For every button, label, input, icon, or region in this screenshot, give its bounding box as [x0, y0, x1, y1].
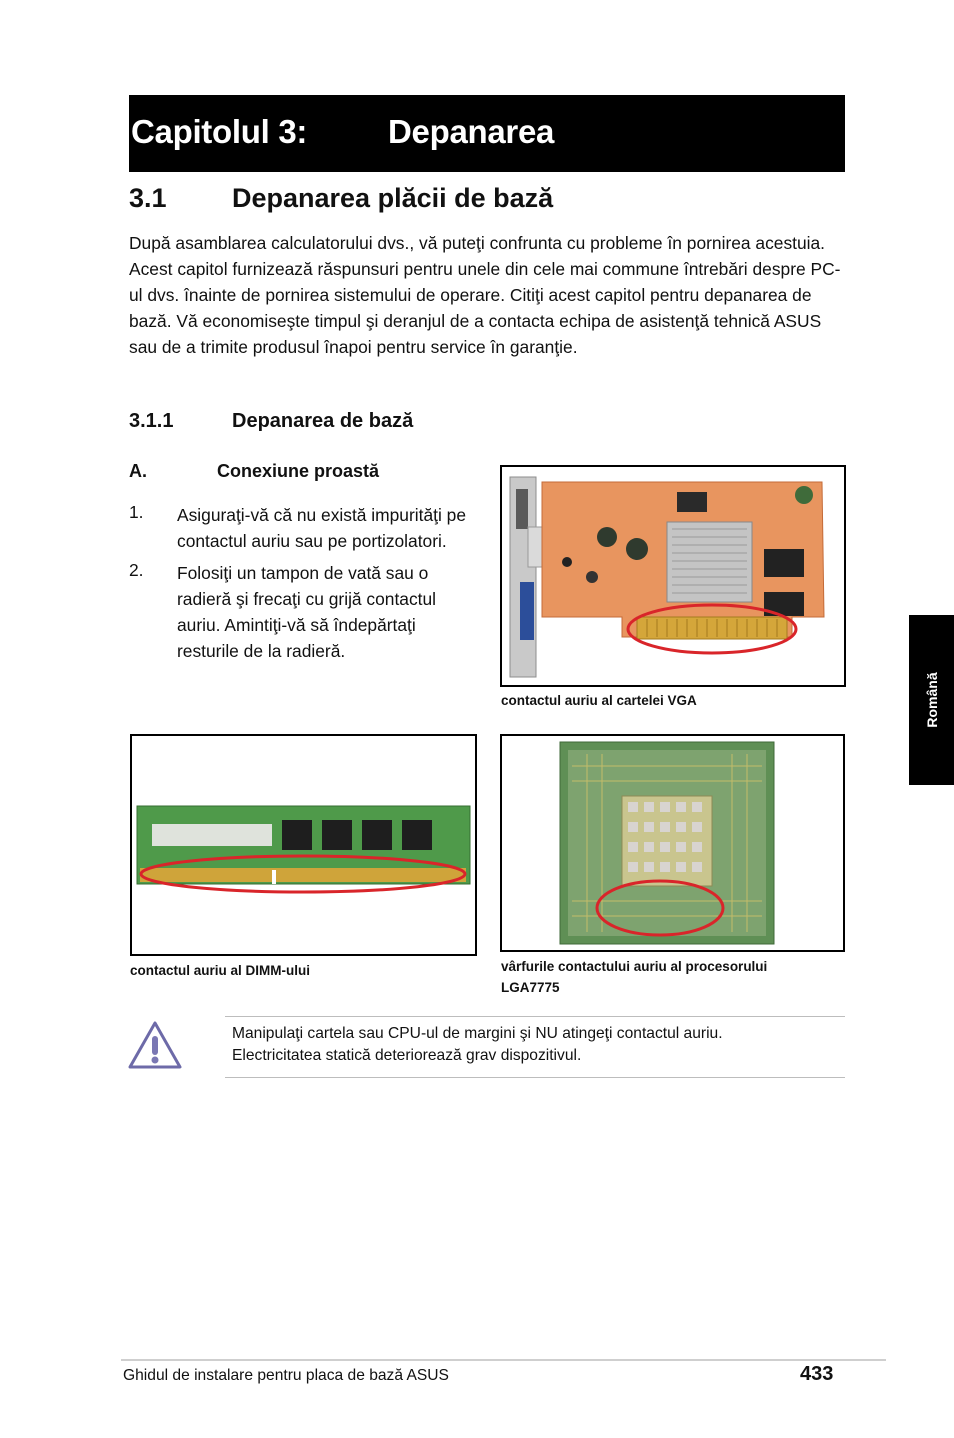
chapter-title: Depanarea: [388, 113, 555, 150]
subsection-number: 3.1.1: [129, 410, 174, 432]
language-tab-label: Română: [923, 672, 940, 728]
section-number: 3.1: [129, 183, 167, 213]
note-line-1: Manipulaţi cartela sau CPU-ul de margini şi NU atingeţi contactul auriu.: [232, 1025, 723, 1042]
chapter-header: [129, 95, 845, 172]
subheading-title: Conexiune proastă: [217, 461, 380, 481]
vga-caption: contactul auriu al cartelei VGA: [501, 693, 697, 708]
language-tab: [909, 615, 954, 785]
footer-rule: [121, 1359, 886, 1361]
cpu-image: [502, 736, 843, 950]
step-2-text: Folosiţi un tampon de vată sau o radieră şi frecaţi cu grijă contactul auriu. Amintiţi-vă să îndepărtaţi resturile de la radieră.: [177, 563, 437, 661]
cpu-caption-line1: vârfurile contactului auriu al procesorului: [501, 959, 768, 974]
chapter-label: Capitolul 3:: [131, 113, 308, 150]
dimm-figure: [130, 734, 477, 956]
step-1-number: 1.: [129, 502, 144, 522]
vga-card-figure: [500, 465, 846, 687]
step-1-text: Asiguraţi-vă că nu există impurităţi pe contactul auriu sau pe portizolatori.: [177, 505, 467, 551]
warning-icon: [128, 1020, 182, 1070]
subheading-letter: A.: [129, 461, 147, 481]
cpu-caption-line2: LGA7775: [501, 980, 560, 995]
dimm-image: [132, 736, 475, 954]
subsection-title: Depanarea de bază: [232, 410, 414, 432]
note-line-2: Electricitatea statică deteriorează grav dispozitivul.: [232, 1047, 582, 1064]
note-text: [232, 1023, 832, 1067]
footer-text: Ghidul de instalare pentru placa de bază ASUS: [123, 1367, 449, 1384]
vga-card-image: [502, 467, 844, 685]
cpu-figure: [500, 734, 845, 952]
dimm-caption: contactul auriu al DIMM-ului: [130, 963, 311, 978]
note-bottom-rule: [225, 1077, 845, 1078]
page-number: 433: [800, 1363, 834, 1385]
intro-paragraph: După asamblarea calculatorului dvs., vă puteţi confrunta cu probleme în pornirea acestuia. Acest capitol furnizează răspunsuri pentru unele din cele mai commune întrebări despre PC-ul dvs. înainte de pornirea sistemului de operare. Citiţi acest capitol pentru depanarea de bază. Vă economiseşte timpul şi deranjul de a contacta echipa de asistenţă tehnică ASUS sau de a trimite produsul înapoi pentru service în garanţie.: [129, 233, 841, 357]
step-2-number: 2.: [129, 560, 144, 580]
section-title: Depanarea plăcii de bază: [232, 183, 554, 213]
note-top-rule: [225, 1016, 845, 1017]
